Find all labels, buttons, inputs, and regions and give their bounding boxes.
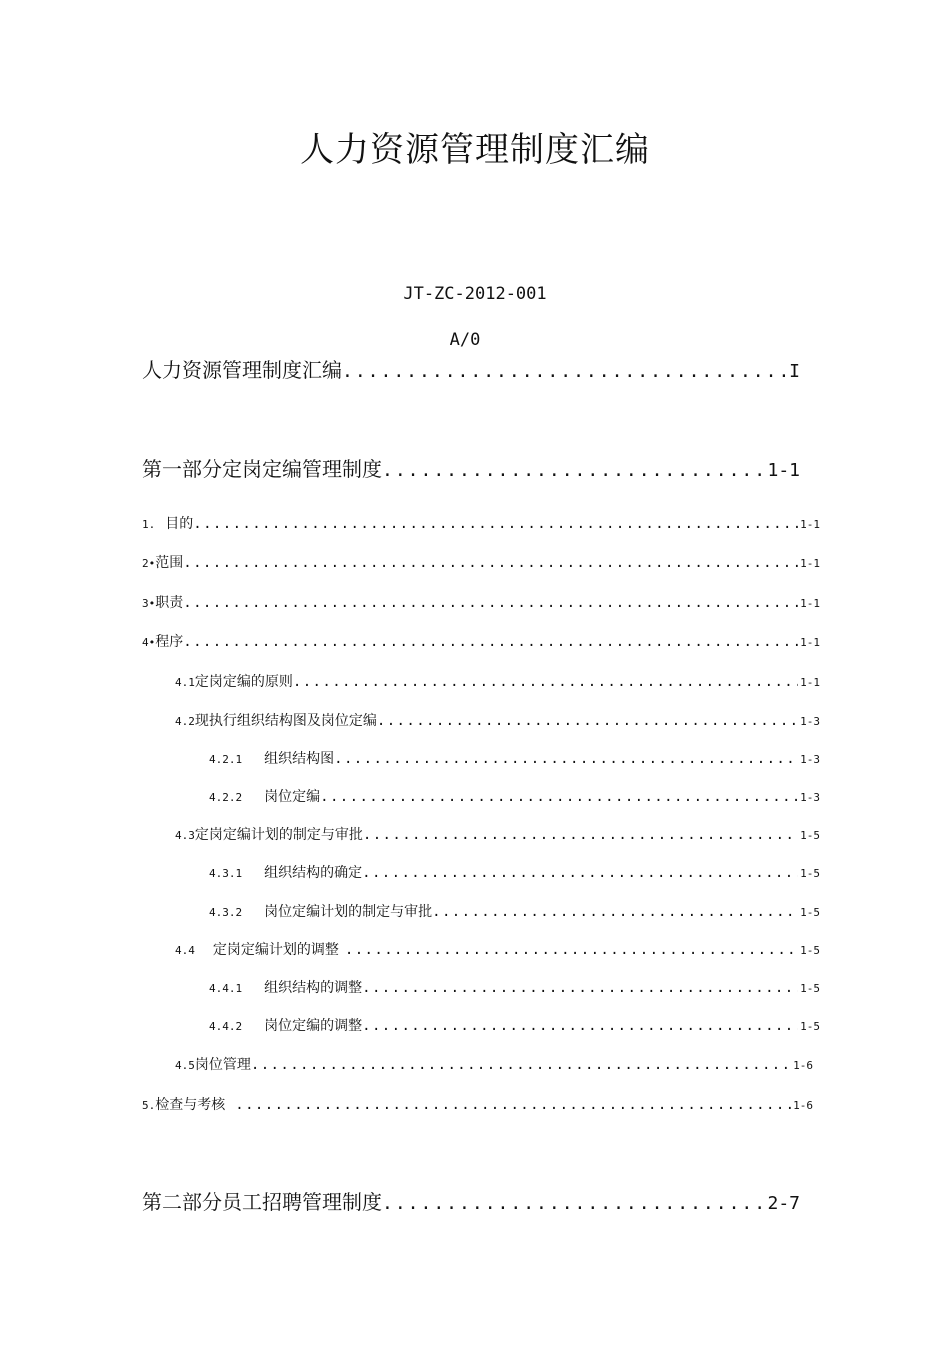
toc-leader-dots (362, 1018, 798, 1034)
toc-leader-dots (382, 1193, 765, 1214)
toc-item[interactable] (209, 748, 820, 768)
toc-item[interactable] (142, 1094, 813, 1114)
toc-item-page: 1-1 (800, 597, 820, 610)
toc-item-label: 岗位管理 (194, 1057, 251, 1073)
toc-item-label: 定岗定编计划的调整 (212, 942, 339, 958)
toc-item-page: 1-5 (800, 1020, 820, 1033)
toc-item-number: 1. (142, 518, 156, 531)
toc-item-page: 1-3 (800, 715, 820, 728)
document-title: 人力资源管理制度汇编 (300, 130, 650, 170)
toc-part-2[interactable] (142, 1186, 800, 1215)
toc-item-number: 4.4 (175, 944, 195, 957)
toc-item-number: 2• (142, 557, 156, 570)
toc-item-label: 职责 (155, 595, 184, 611)
toc-leader-dots (345, 942, 798, 958)
toc-item-label: 岗位定编的调整 (264, 1018, 363, 1034)
toc-leader-dots (320, 789, 798, 805)
toc-item-label: 现执行组织结构图及岗位定编 (194, 713, 377, 729)
toc-item-number: 4.2.1 (209, 753, 243, 766)
toc-item-page: 1-3 (800, 753, 820, 766)
toc-item[interactable] (209, 786, 820, 806)
toc-leader-dots (382, 460, 765, 481)
toc-item-number: 4• (142, 636, 156, 649)
toc-entry-label: 人力资源管理制度汇编 (142, 358, 342, 382)
toc-item[interactable] (142, 631, 820, 651)
toc-item-page: 1-5 (800, 867, 820, 880)
toc-leader-dots (334, 751, 798, 767)
toc-item[interactable] (175, 671, 820, 691)
toc-item-number: 4.4.1 (209, 982, 243, 995)
toc-item-label: 组织结构图 (264, 751, 335, 767)
toc-item-page: 1-1 (800, 518, 820, 531)
toc-leader-dots (363, 827, 798, 843)
toc-item-number: 4.2.2 (209, 791, 243, 804)
toc-item-number: 3• (142, 597, 156, 610)
toc-item-label: 岗位定编 (264, 789, 321, 805)
toc-item-page: 1-5 (800, 944, 820, 957)
document-version: A/0 (449, 330, 481, 350)
toc-item[interactable] (142, 552, 820, 572)
toc-leader-dots (362, 980, 798, 996)
toc-entry-page: 1-1 (767, 460, 800, 481)
toc-item[interactable] (142, 513, 820, 533)
toc-item-number: 4.3 (175, 829, 195, 842)
toc-item-number: 4.5 (175, 1059, 195, 1072)
toc-item-label: 岗位定编计划的制定与审批 (264, 904, 433, 920)
toc-item[interactable] (142, 592, 820, 612)
toc-item[interactable] (175, 710, 820, 730)
document-number: JT-ZC-2012-001 (403, 284, 547, 304)
toc-item-number: 4.3.2 (209, 906, 243, 919)
toc-leader-dots (183, 595, 798, 611)
toc-item-number: 5. (142, 1099, 156, 1112)
toc-leader-dots (183, 555, 798, 571)
toc-item-number: 4.4.2 (209, 1020, 243, 1033)
toc-item-page: 1-6 (793, 1099, 813, 1112)
toc-item-number: 4.1 (175, 676, 195, 689)
toc-leader-dots (377, 713, 798, 729)
toc-item-page: 1-1 (800, 676, 820, 689)
toc-item-page: 1-5 (800, 982, 820, 995)
toc-part-1[interactable] (142, 453, 800, 482)
toc-leader-dots (183, 634, 798, 650)
toc-item-page: 1-5 (800, 906, 820, 919)
toc-item[interactable] (209, 862, 820, 882)
toc-entry-label: 第一部分定岗定编管理制度 (142, 457, 382, 481)
toc-item-page: 1-3 (800, 791, 820, 804)
toc-leader-dots (432, 904, 798, 920)
toc-item[interactable] (209, 901, 820, 921)
toc-leader-dots (362, 865, 798, 881)
toc-item[interactable] (209, 977, 820, 997)
toc-entry-page: I (789, 361, 800, 382)
toc-item-page: 1-1 (800, 557, 820, 570)
toc-item-label: 定岗定编的原则 (194, 674, 293, 690)
toc-item-page: 1-6 (793, 1059, 813, 1072)
toc-item-label: 组织结构的调整 (264, 980, 363, 996)
toc-entry-page: 2-7 (767, 1193, 800, 1214)
toc-item-number: 4.2 (175, 715, 195, 728)
toc-item-label: 程序 (155, 634, 184, 650)
toc-item-label: 检查与考核 (155, 1097, 226, 1113)
toc-item[interactable] (175, 1054, 813, 1074)
toc-item-page: 1-5 (800, 829, 820, 842)
toc-item-label: 范围 (155, 555, 184, 571)
toc-item[interactable] (209, 1015, 820, 1035)
toc-item-label: 目的 (165, 516, 194, 532)
toc-item[interactable] (175, 824, 820, 844)
toc-leader-dots (342, 361, 787, 382)
toc-item-label: 定岗定编计划的制定与审批 (194, 827, 363, 843)
toc-main-entry[interactable] (142, 354, 800, 383)
toc-entry-label: 第二部分员工招聘管理制度 (142, 1190, 382, 1214)
toc-item-page: 1-1 (800, 636, 820, 649)
toc-leader-dots (251, 1057, 791, 1073)
toc-item-number: 4.3.1 (209, 867, 243, 880)
toc-leader-dots (293, 674, 798, 690)
toc-item-label: 组织结构的确定 (264, 865, 363, 881)
toc-item[interactable] (175, 939, 820, 959)
toc-leader-dots (235, 1097, 791, 1113)
toc-leader-dots (193, 516, 798, 532)
